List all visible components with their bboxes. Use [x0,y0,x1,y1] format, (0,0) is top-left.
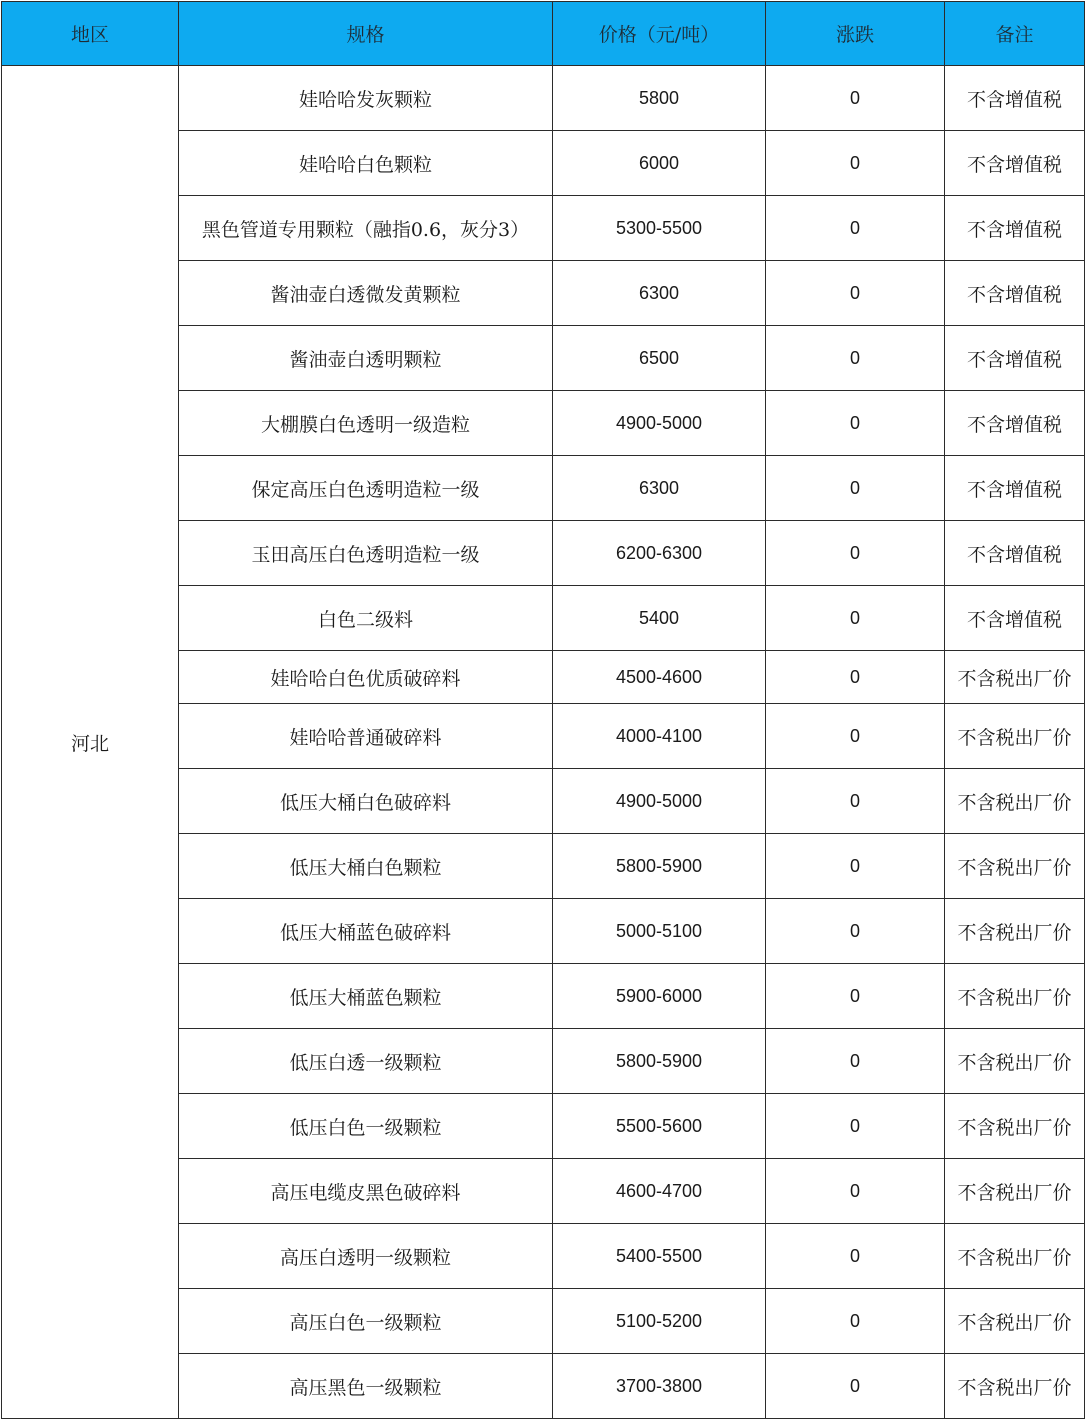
table-body [2,66,1085,1419]
change-cell: 0 [766,131,945,196]
price-cell: 6300 [553,456,766,521]
price-cell: 6000 [553,131,766,196]
price-cell: 4500-4600 [553,651,766,704]
note-cell: 不含税出厂价 [945,651,1085,704]
change-cell: 0 [766,456,945,521]
price-cell: 3700-3800 [553,1354,766,1419]
spec-cell: 高压白透明一级颗粒 [179,1224,553,1289]
price-cell: 5400-5500 [553,1224,766,1289]
price-cell: 5000-5100 [553,899,766,964]
spec-cell: 低压大桶白色颗粒 [179,834,553,899]
change-cell: 0 [766,196,945,261]
change-cell: 0 [766,1289,945,1354]
note-cell: 不含增值税 [945,391,1085,456]
spec-cell: 高压黑色一级颗粒 [179,1354,553,1419]
note-cell: 不含税出厂价 [945,1159,1085,1224]
note-cell: 不含增值税 [945,196,1085,261]
note-cell: 不含税出厂价 [945,769,1085,834]
price-cell: 5300-5500 [553,196,766,261]
price-cell: 5500-5600 [553,1094,766,1159]
price-cell: 5100-5200 [553,1289,766,1354]
spec-cell: 黑色管道专用颗粒（融指0.6，灰分3） [179,196,553,261]
price-cell: 5900-6000 [553,964,766,1029]
spec-cell: 高压电缆皮黑色破碎料 [179,1159,553,1224]
price-cell: 5800-5900 [553,1029,766,1094]
header-change: 涨跌 [766,2,945,66]
change-cell: 0 [766,899,945,964]
table-row [2,66,1085,131]
price-cell: 4900-5000 [553,769,766,834]
spec-cell: 酱油壶白透明颗粒 [179,326,553,391]
header-note: 备注 [945,2,1085,66]
header-spec: 规格 [179,2,553,66]
change-cell: 0 [766,586,945,651]
spec-cell: 娃哈哈白色优质破碎料 [179,651,553,704]
spec-cell: 玉田高压白色透明造粒一级 [179,521,553,586]
spec-cell: 娃哈哈普通破碎料 [179,704,553,769]
spec-cell: 低压大桶蓝色破碎料 [179,899,553,964]
header-row [2,2,1085,66]
change-cell: 0 [766,1224,945,1289]
spec-cell: 保定高压白色透明造粒一级 [179,456,553,521]
change-cell: 0 [766,261,945,326]
note-cell: 不含增值税 [945,586,1085,651]
header-price: 价格（元/吨） [553,2,766,66]
spec-cell: 低压大桶蓝色颗粒 [179,964,553,1029]
spec-cell: 低压大桶白色破碎料 [179,769,553,834]
note-cell: 不含增值税 [945,131,1085,196]
note-cell: 不含税出厂价 [945,964,1085,1029]
note-cell: 不含税出厂价 [945,704,1085,769]
table-header [2,2,1085,66]
note-cell: 不含税出厂价 [945,899,1085,964]
change-cell: 0 [766,1354,945,1419]
note-cell: 不含增值税 [945,261,1085,326]
price-cell: 6500 [553,326,766,391]
price-cell: 4600-4700 [553,1159,766,1224]
price-cell: 4000-4100 [553,704,766,769]
spec-cell: 大棚膜白色透明一级造粒 [179,391,553,456]
price-cell: 4900-5000 [553,391,766,456]
spec-cell: 低压白色一级颗粒 [179,1094,553,1159]
change-cell: 0 [766,964,945,1029]
change-cell: 0 [766,66,945,131]
price-table [1,1,1085,1419]
change-cell: 0 [766,391,945,456]
spec-cell: 低压白透一级颗粒 [179,1029,553,1094]
note-cell: 不含增值税 [945,326,1085,391]
change-cell: 0 [766,769,945,834]
change-cell: 0 [766,704,945,769]
change-cell: 0 [766,1094,945,1159]
change-cell: 0 [766,1159,945,1224]
note-cell: 不含税出厂价 [945,1029,1085,1094]
price-cell: 6300 [553,261,766,326]
price-cell: 5400 [553,586,766,651]
spec-cell: 娃哈哈发灰颗粒 [179,66,553,131]
change-cell: 0 [766,834,945,899]
spec-cell: 娃哈哈白色颗粒 [179,131,553,196]
price-cell: 6200-6300 [553,521,766,586]
change-cell: 0 [766,326,945,391]
note-cell: 不含增值税 [945,456,1085,521]
spec-cell: 高压白色一级颗粒 [179,1289,553,1354]
change-cell: 0 [766,521,945,586]
change-cell: 0 [766,1029,945,1094]
header-region: 地区 [2,2,179,66]
price-cell: 5800-5900 [553,834,766,899]
spec-cell: 白色二级料 [179,586,553,651]
note-cell: 不含增值税 [945,66,1085,131]
note-cell: 不含税出厂价 [945,1289,1085,1354]
note-cell: 不含税出厂价 [945,1094,1085,1159]
note-cell: 不含税出厂价 [945,1354,1085,1419]
spec-cell: 酱油壶白透微发黄颗粒 [179,261,553,326]
region-cell: 河北 [2,66,179,1419]
note-cell: 不含税出厂价 [945,1224,1085,1289]
note-cell: 不含增值税 [945,521,1085,586]
note-cell: 不含税出厂价 [945,834,1085,899]
price-cell: 5800 [553,66,766,131]
change-cell: 0 [766,651,945,704]
